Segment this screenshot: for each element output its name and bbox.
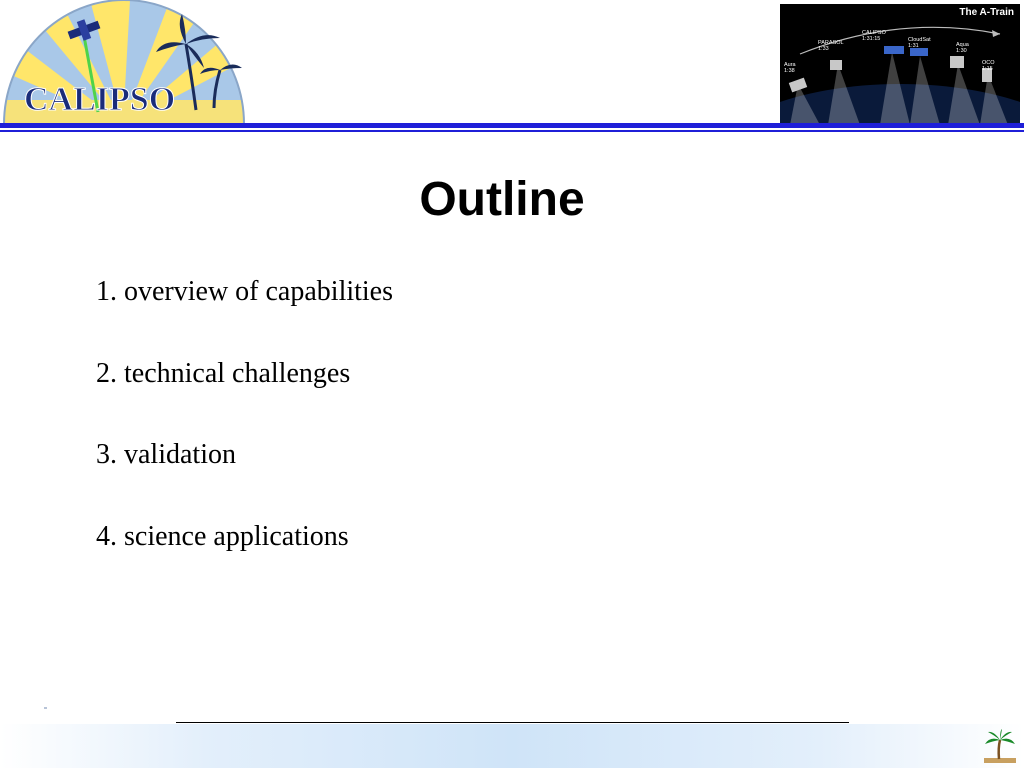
outline-item: 4. science applications [96,520,349,552]
footer-dot [44,707,47,709]
header-rule-thin [0,130,1024,132]
svg-text:1:38: 1:38 [784,68,795,74]
outline-item: 1. overview of capabilities [96,276,394,307]
header-rule-thick [0,123,1024,128]
svg-text:1:31:15: 1:31:15 [862,36,881,42]
svg-text:The A-Train: The A-Train [959,7,1014,18]
svg-text:CloudSat: CloudSat [908,37,931,43]
outline-list [96,274,393,600]
svg-text:1:15: 1:15 [982,66,993,72]
footer-divider [176,722,849,723]
calipso-logo-icon [0,0,246,124]
a-train-satellites-icon [780,4,1020,125]
svg-text:CALIPSO: CALIPSO [24,81,176,118]
outline-item: 2. technical challenges [96,357,351,389]
svg-text:OCO: OCO [982,60,995,66]
footer-band [0,724,1024,768]
outline-item: 3. validation [96,439,236,470]
svg-text:1:31: 1:31 [908,43,919,49]
slide-title: Outline [419,173,585,226]
palm-tree-icon [982,728,1018,764]
svg-text:1:33: 1:33 [818,46,829,52]
svg-text:Aqua: Aqua [956,42,969,48]
svg-text:Aura: Aura [784,62,796,68]
svg-text:CALIPSO: CALIPSO [862,30,886,36]
svg-text:1:30: 1:30 [956,48,967,54]
svg-text:PARASOL: PARASOL [818,40,844,46]
